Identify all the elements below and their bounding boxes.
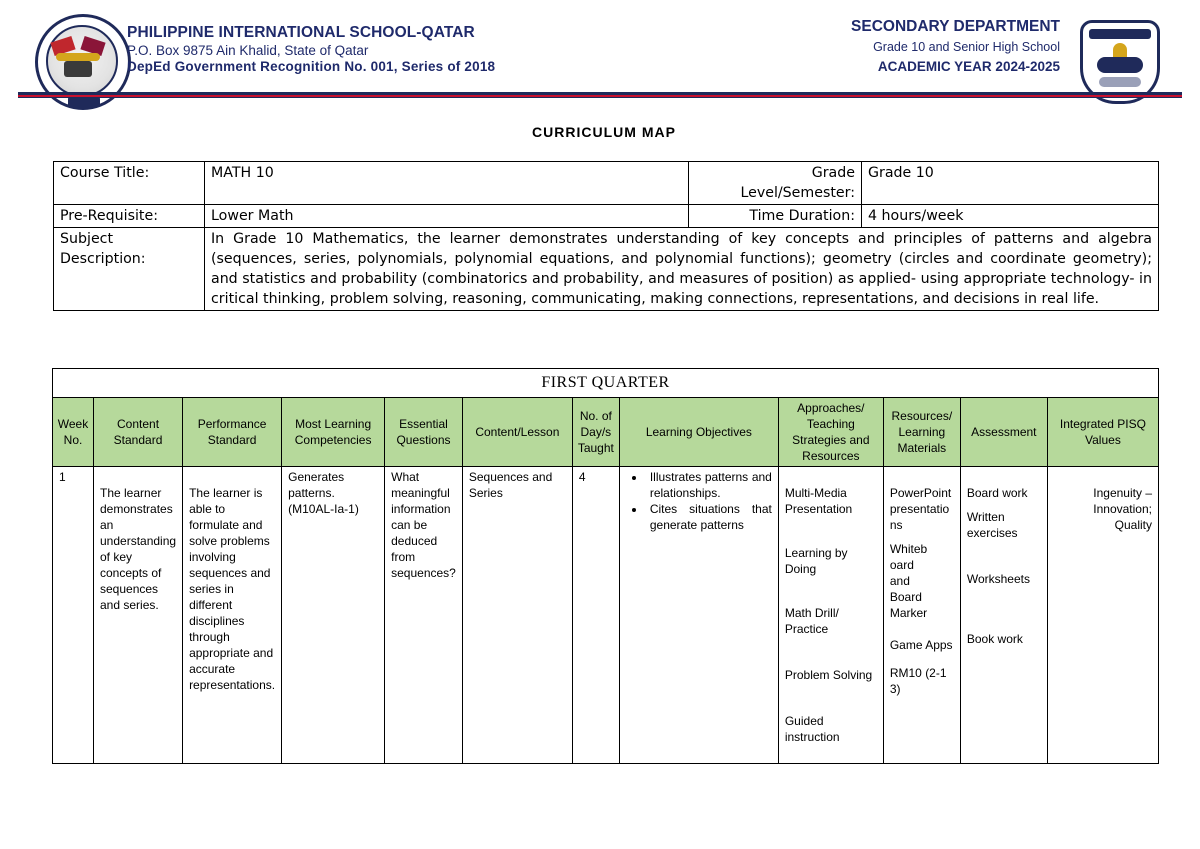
competencies-cell: Generates patterns. (M10AL-Ia-1) [282, 467, 385, 764]
school-name: PHILIPPINE INTERNATIONAL SCHOOL-QATAR [127, 24, 475, 41]
prerequisite-row [54, 205, 1159, 228]
list-item: Problem Solving [784, 668, 873, 682]
deped-recognition: DepEd Government Recognition No. 001, Series of 2018 [127, 59, 496, 74]
course-info-table [53, 161, 1159, 311]
crest-plate-icon [1097, 57, 1143, 73]
quarter-title: FIRST QUARTER [53, 369, 1159, 398]
values-cell [1047, 467, 1158, 764]
course-title-value: MATH 10 [205, 162, 689, 205]
list-item: Learning by Doing [784, 546, 848, 576]
col-approaches-header: Approaches/ Teaching Strategies and Resources [778, 398, 883, 467]
performance-standard-cell [183, 467, 282, 764]
time-duration-value: 4 hours/week [862, 205, 1159, 228]
approaches-cell [778, 467, 883, 764]
col-performance-standard-header: Performance Standard [183, 398, 282, 467]
values-text: Ingenuity – Innovation; Quality [1093, 486, 1152, 532]
performance-standard-text: The learner is able to formulate and solve problems involving sequences and series in different disciplines through appropriate and accurate representations. [189, 486, 276, 692]
list-item: Book work [966, 632, 1023, 646]
grade-level-label: Grade Level/Semester: [689, 162, 862, 205]
prerequisite-value: Lower Math [205, 205, 689, 228]
wing-icon [1099, 77, 1141, 87]
col-materials-header: Resources/ Learning Materials [883, 398, 960, 467]
crest-banner-icon [1089, 29, 1151, 39]
list-item: Multi-Media Presentation [784, 486, 853, 516]
subject-description-label: Subject Description: [54, 228, 205, 311]
list-item: Written exercises [966, 510, 1018, 540]
list-item: • Cites situations that generate patterns [646, 501, 772, 533]
department-grades: Grade 10 and Senior High School [873, 40, 1060, 54]
list-item: Worksheets [966, 572, 1030, 586]
col-values-header: Integrated PISQ Values [1047, 398, 1158, 467]
list-item: Guided instruction [784, 714, 840, 744]
col-assessment-header: Assessment [960, 398, 1047, 467]
prerequisite-label: Pre-Requisite: [54, 205, 205, 228]
quarter-table [52, 368, 1159, 764]
department-title: SECONDARY DEPARTMENT [851, 18, 1060, 35]
document-title: CURRICULUM MAP [532, 124, 676, 140]
ribbon-icon [68, 97, 100, 107]
header-divider-thin [18, 97, 1182, 98]
list-item: Whiteboard and Board Marker [889, 542, 928, 620]
school-address: P.O. Box 9875 Ain Khalid, State of Qatar [127, 43, 369, 58]
content-lesson-cell: Sequences and Series [462, 467, 572, 764]
objectives-list [626, 469, 772, 533]
quarter-title-row [53, 369, 1159, 398]
list-item: RM10 (2-13) [889, 666, 947, 696]
col-essential-questions-header: Essential Questions [385, 398, 463, 467]
objectives-cell [619, 467, 778, 764]
academic-year: ACADEMIC YEAR 2024-2025 [877, 59, 1060, 74]
quarter-header-row [53, 398, 1159, 467]
content-standard-cell [94, 467, 183, 764]
table-row [53, 467, 1159, 764]
col-content-lesson-header: Content/Lesson [462, 398, 572, 467]
time-duration-label: Time Duration: [689, 205, 862, 228]
list-item: PowerPoint presentations [889, 486, 952, 532]
course-title-label: Course Title: [54, 162, 205, 205]
content-standard-text: The learner demonstrates an understanding of key concepts of sequences and series. [100, 486, 177, 612]
book-icon [64, 61, 92, 77]
col-days-header: No. of Day/s Taught [572, 398, 619, 467]
essential-questions-cell: What meaningful information can be deduced from sequences? [385, 467, 463, 764]
list-item: Math Drill/ Practice [784, 606, 839, 636]
grade-level-value: Grade 10 [862, 162, 1159, 205]
col-content-standard-header: Content Standard [94, 398, 183, 467]
subject-description-row [54, 228, 1159, 311]
assessment-cell [960, 467, 1047, 764]
list-item: • Illustrates patterns and relationships. [646, 469, 772, 501]
subject-description-value: In Grade 10 Mathematics, the learner demonstrates understanding of key concepts and principles of patterns and algebra (sequences, series, polynomials, polynomial equations, and polynomial functions); geometry (circles and coordinate geometry); and statistics and probability (combinatorics and probability, and measures of position) as applied- using appropriate technology- in critical thinking, problem solving, reasoning, communicating, making connections, representations, and decisions in real life. [205, 228, 1159, 311]
col-objectives-header: Learning Objectives [619, 398, 778, 467]
laurel-icon [56, 53, 100, 61]
days-cell: 4 [572, 467, 619, 764]
week-cell: 1 [53, 467, 94, 764]
col-competencies-header: Most Learning Competencies [282, 398, 385, 467]
materials-cell [883, 467, 960, 764]
course-title-row [54, 162, 1159, 205]
col-week-header: Week No. [53, 398, 94, 467]
list-item: Board work [966, 486, 1028, 500]
list-item: Game Apps [889, 638, 953, 652]
